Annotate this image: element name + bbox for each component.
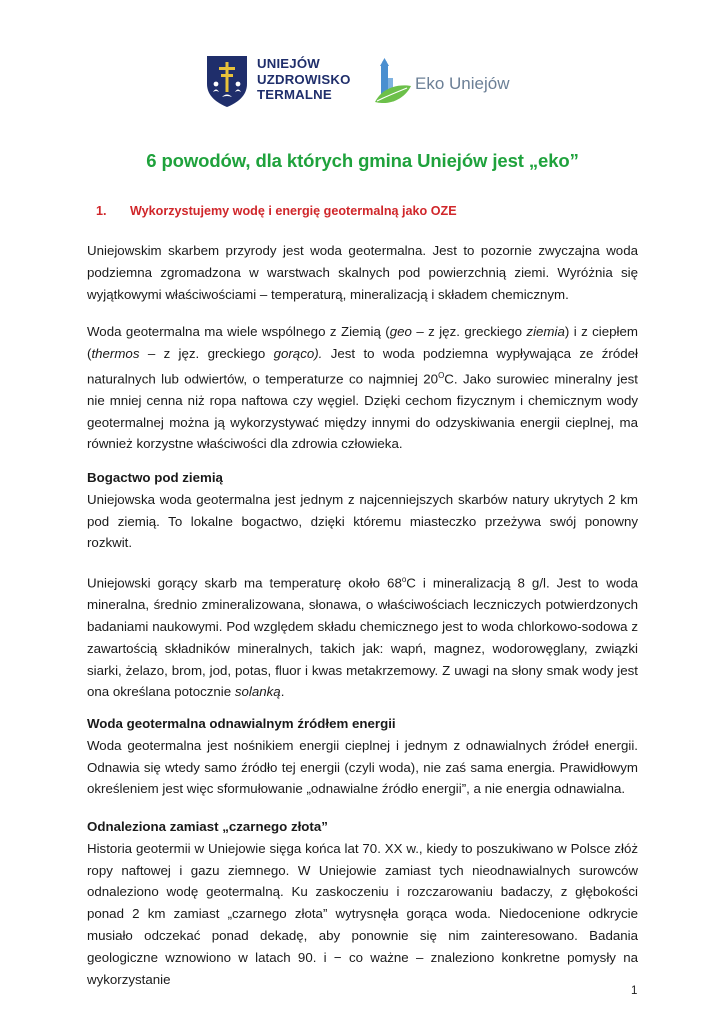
section-heading-text: Wykorzystujemy wodę i energię geotermalną jako OZE [130,204,457,218]
italic-goraco: gorąco). [273,345,323,361]
section-number: 1. [96,204,107,218]
subheading-czarne-zloto: Odnaleziona zamiast „czarnego złota” [87,819,328,834]
text-run: C i mineralizacją 8 g/l. Jest to woda mineralna, średnio zmineralizowana, słonawa, o właściwościach leczniczych potwierdzonych badaniami naukowymi. Pod względem składu chemicznego jest to woda chlorkowo-sodowa z zawartością składników mineralnych, takich jak: wapń, magnez, wodorowęglany, związki siarki, żelazo, brom, jod, potas, fluor i kwas metakrzemowy. Z uwagi na słony smak wody jest ona określana potocznie [87,575,638,700]
section-odnawialna [87,713,638,800]
uniejow-logo [205,54,351,108]
page-number: 1 [631,985,638,997]
italic-ziemia: ziemia [526,324,565,339]
text-run: . [280,684,285,700]
paragraph-4 [87,569,638,703]
section-bogactwo [87,467,638,554]
section-czarne-zloto [87,816,638,990]
paragraph-5: Woda geotermalna jest nośnikiem energii cieplnej i jednym z odnawialnych źródeł energii. Odnawia się wtedy samo źródło tej energii (czyli woda), nie zaś sama energia. Prawidłowym określeniem jest więc sformułowanie „odnawialne źródło energii”, a nie energia odnawialna. [87,737,638,797]
superscript: o [401,575,407,584]
uniejow-logo-line-3: TERMALNE [257,87,332,102]
uniejow-logo-line-2: UZDROWISKO [257,71,351,87]
document-title: 6 powodów, dla których gmina Uniejów jest „eko” [146,150,579,171]
paragraph-text: Uniejowskim skarbem przyrody jest woda geotermalna. Jest to pozornie zwyczajna woda podziemna zgromadzona w warstwach skalnych pod powierzchnią ziemi. Wyróżnia się wyjątkowymi właściwościami – temperaturą, mineralizacją i składem chemicznym. [87,243,638,302]
italic-geo: geo [389,324,412,339]
paragraph-1 [87,240,638,305]
text-run: Woda geotermalna ma wiele wspólnego z Ziemią ( [87,324,390,339]
text-run: – z jęz. greckiego [139,345,274,361]
eko-tower-leaf-icon [373,56,413,108]
italic-solanka: solanką [234,684,281,700]
subheading-bogactwo: Bogactwo pod ziemią [87,470,223,485]
italic-thermos: thermos [91,345,140,361]
text-run: – z jęz. greckiego [411,324,527,339]
text-run: Uniejowski gorący skarb ma temperaturę około 68 [87,575,402,591]
eko-uniejow-label: Eko Uniejów [415,74,510,93]
text-run: ) i z ciepłem ( [87,324,638,361]
text-run: Jest to woda podziemna wypływająca ze źródeł naturalnych lub odwiertów, o temperaturze co najmniej 20 [87,345,638,387]
subheading-odnawialna: Woda geotermalna odnawialnym źródłem energii [87,716,396,731]
uniejow-logo-line-1: UNIEJÓW [257,56,320,71]
superscript: O [438,370,445,380]
text-run: C. Jako surowiec mineralny jest nie mniej cenna niż ropa naftowa czy węgiel. Dzięki cechom fizycznym i chemicznym wody geotermalnej można ją wykorzystywać między innymi do odzyskiwania energii cieplnej, ma również korzystne właściwości dla zdrowia człowieka. [87,371,638,452]
section-1-heading [96,204,457,218]
paragraph-3: Uniejowska woda geotermalna jest jednym z najcenniejszych skarbów natury ukrytych 2 km pod ziemią. To lokalne bogactwo, dzięki któremu miasteczko przeżywa swój ponowny rozkwit. [87,491,638,551]
paragraph-2 [87,321,638,455]
eko-uniejow-logo [373,56,510,108]
paragraph-6: Historia geotermii w Uniejowie sięga końca lat 70. XX w., kiedy to poszukiwano w Polsce złóż ropy naftowej i gazu ziemnego. W Uniejowie zamiast tych nieodnawialnych surowców odnaleziono wodę geotermalną. Ku zaskoczeniu i rozczarowaniu badaczy, z głębokości ponad 2 km zamiast „czarnego złota” wytrysnęła gorąca woda. Niedocenione odkrycie musiało odczekać ponad dekadę, aby ponownie się nim zainteresowano. Badania geologiczne wznowiono w latach 90. i − co ważne – znaleziono konkretne pomysły na wykorzystanie [87,840,638,987]
header-logos [205,54,525,114]
uniejow-shield-icon [205,54,249,108]
